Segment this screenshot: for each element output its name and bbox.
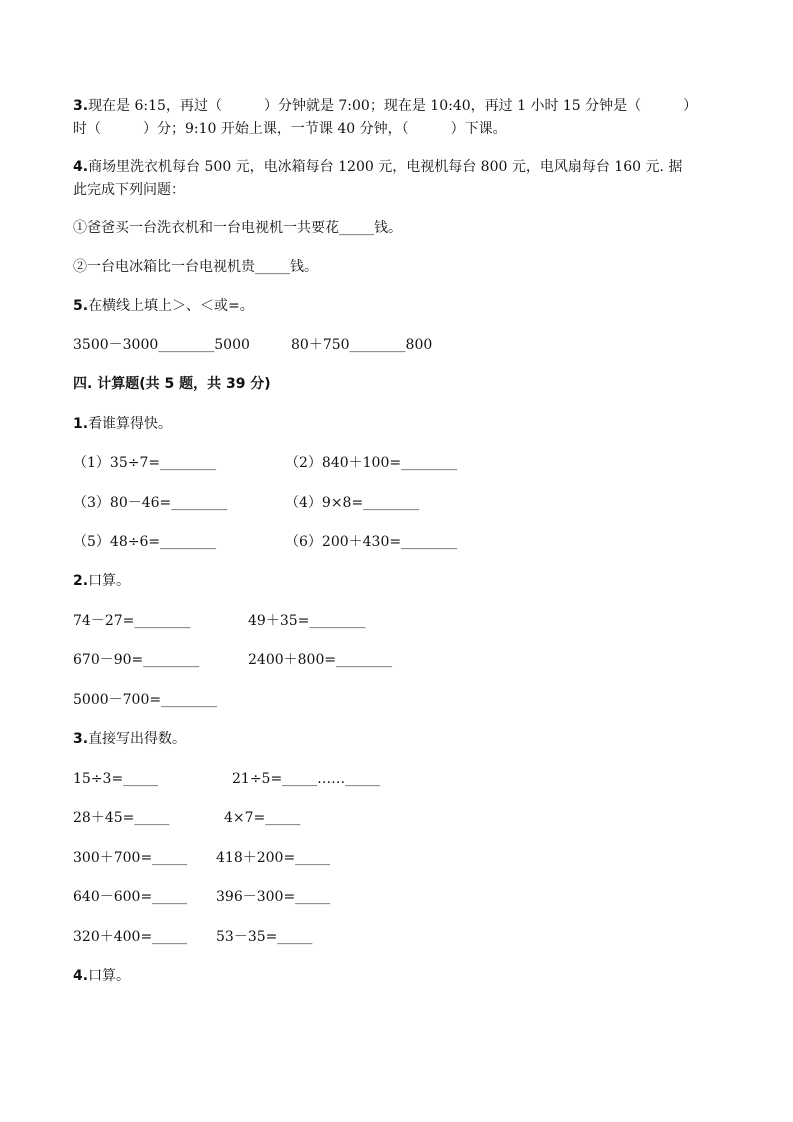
c1-item-5: （5）48÷6=________ bbox=[73, 534, 217, 550]
c4-number: 4. bbox=[73, 968, 89, 984]
q4-line-1 bbox=[73, 157, 682, 177]
q5-item-1: 3500－3000________5000 bbox=[73, 337, 250, 353]
c3-item-4: 4×7=_____ bbox=[224, 810, 301, 826]
c3-item-10: 53－35=_____ bbox=[216, 929, 313, 945]
q5-line bbox=[73, 296, 254, 316]
c2-item-2: 49＋35=________ bbox=[248, 613, 366, 629]
c3-item-6: 418＋200=_____ bbox=[216, 850, 331, 866]
c3-item-9: 320＋400=_____ bbox=[73, 929, 188, 945]
q3-number: 3. bbox=[73, 98, 89, 114]
c1-number: 1. bbox=[73, 416, 89, 432]
c3-item-7: 640－600=_____ bbox=[73, 889, 188, 905]
q3-text-line-2: 时（ ）分；9:10 开始上课，一节课 40 分钟，（ ）下课。 bbox=[73, 121, 507, 137]
q3-text-line-1: 现在是 6:15，再过（ ）分钟就是 7:00；现在是 10:40，再过 1 小时 15 分钟是（ ） bbox=[88, 98, 698, 114]
q4-number: 4. bbox=[73, 159, 89, 175]
c3-item-8: 396－300=_____ bbox=[216, 889, 331, 905]
q3-line-1 bbox=[73, 96, 697, 116]
c3-item-2: 21÷5=_____……_____ bbox=[232, 771, 381, 787]
c1-item-2: （2）840＋100=________ bbox=[285, 455, 458, 471]
c4-line bbox=[73, 966, 130, 986]
c1-item-1: （1）35÷7=________ bbox=[73, 455, 217, 471]
c3-item-1: 15÷3=_____ bbox=[73, 771, 159, 787]
c4-text: 口算。 bbox=[88, 968, 131, 984]
section-4-title: 四. 计算题(共 5 题，共 39 分) bbox=[73, 376, 271, 392]
q4-text-line-2: 此完成下列问题： bbox=[73, 182, 185, 198]
q5-number: 5. bbox=[73, 298, 89, 314]
c3-line bbox=[73, 729, 186, 749]
c2-item-5: 5000－700=________ bbox=[73, 692, 218, 708]
c2-number: 2. bbox=[73, 573, 89, 589]
q5-item-2: 80＋750________800 bbox=[291, 337, 433, 353]
c3-item-5: 300＋700=_____ bbox=[73, 850, 188, 866]
c2-line bbox=[73, 571, 130, 591]
c3-number: 3. bbox=[73, 731, 89, 747]
q4-sub-question-1: ①爸爸买一台洗衣机和一台电视机一共要花_____钱。 bbox=[73, 220, 402, 236]
c2-item-1: 74－27=________ bbox=[73, 613, 191, 629]
c1-item-6: （6）200＋430=________ bbox=[285, 534, 458, 550]
c2-item-4: 2400＋800=________ bbox=[248, 652, 393, 668]
c2-item-3: 670－90=________ bbox=[73, 652, 200, 668]
c1-item-3: （3）80－46=________ bbox=[73, 495, 228, 511]
c1-text: 看谁算得快。 bbox=[88, 416, 173, 432]
c1-line bbox=[73, 414, 172, 434]
q4-sub-question-2: ②一台电冰箱比一台电视机贵_____钱。 bbox=[73, 259, 318, 275]
c3-text: 直接写出得数。 bbox=[88, 731, 187, 747]
c3-item-3: 28＋45=_____ bbox=[73, 810, 170, 826]
c1-item-4: （4）9×8=________ bbox=[285, 495, 420, 511]
q5-text: 在横线上填上＞、＜或=。 bbox=[88, 298, 254, 314]
q4-text-line-1: 商场里洗衣机每台 500 元，电冰箱每台 1200 元，电视机每台 800 元，电风扇每台 160 元. 据 bbox=[88, 159, 683, 175]
c2-text: 口算。 bbox=[88, 573, 131, 589]
